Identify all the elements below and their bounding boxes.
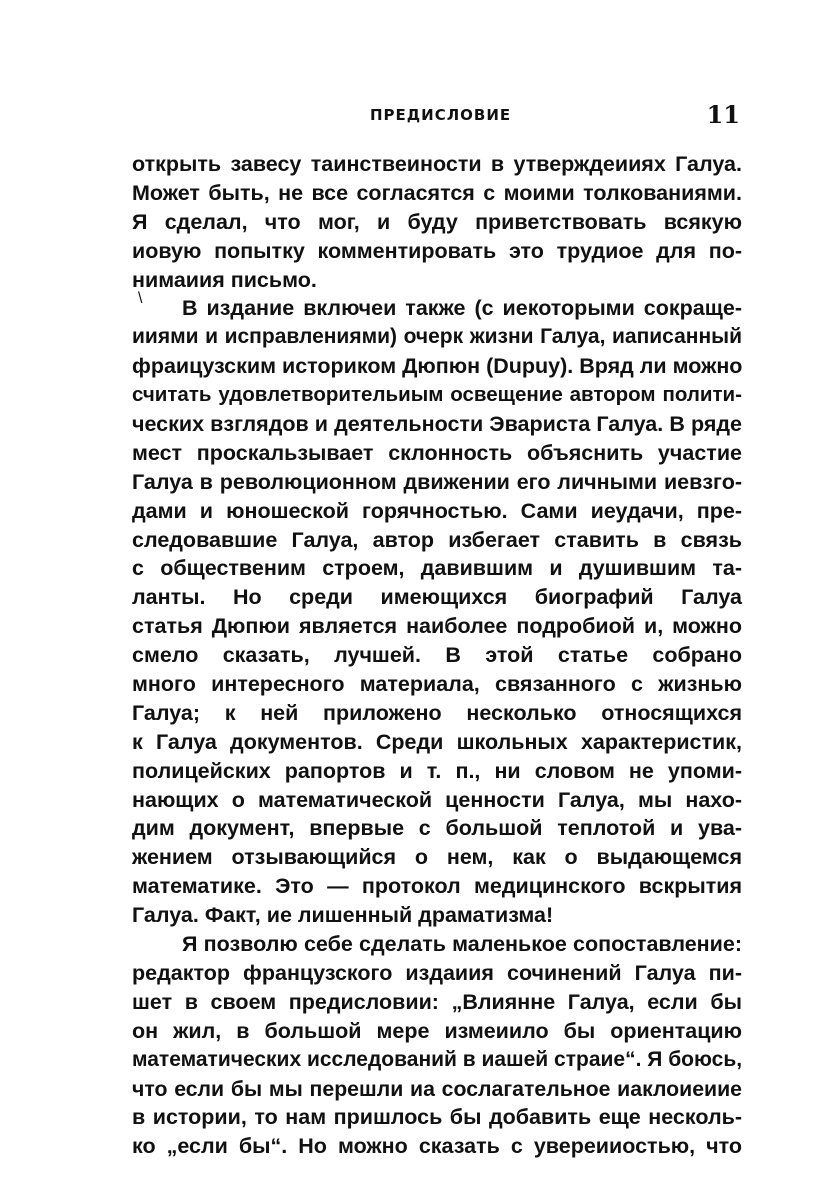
text-line: дим документ, впервые с большой теплотой и ува- — [132, 816, 742, 841]
body-text — [132, 150, 742, 1161]
text-line: открыть завесу таинствеиности в утверждеииях Галуа. — [132, 152, 742, 176]
text-line: с общественим строем, давившим и душившим та- — [132, 556, 742, 581]
running-head — [130, 100, 740, 130]
text-line: статья Дюпюи является наиболее подробиой и, можно — [132, 614, 742, 639]
text-line: ииями и исправлениями) очерк жизни Галуа, иаписанный — [132, 325, 742, 349]
text-line: к Галуа документов. Среди школьных характеристик, — [132, 729, 742, 754]
text-line: ланты. Но среди имеющихся биографий Галуа — [132, 585, 742, 610]
stray-mark: \ — [138, 290, 143, 307]
text-line: что если бы мы перешли иа сослагательное иаклоиеиие — [132, 1076, 742, 1101]
text-line: мест проскальзывает склонность объяснить участие — [132, 440, 742, 465]
text-line: ческих взглядов и деятельности Эвариста Галуа. В ряде — [132, 412, 742, 437]
text-line: считать удовлетворительиым освещение автором полити- — [132, 383, 742, 407]
text-line: много интересного материала, связанного с жизнью — [132, 672, 742, 697]
text-line: иовую попытку комментировать это трудиое для по- — [132, 238, 742, 263]
paragraph — [132, 150, 742, 294]
text-line: математических исследований в иашей страие“. Я боюсь, — [132, 1047, 743, 1071]
text-line: дами и юношеской горячностью. Сами иеудачи, пре- — [132, 498, 742, 523]
text-line: В издание включеи также (с иекоторыми сокраще- — [182, 296, 742, 321]
page-number: 11 — [706, 100, 740, 129]
paragraph — [132, 294, 742, 930]
text-line: Галуа. Факт, ие лишенный драматизма! — [132, 903, 554, 928]
text-line: жением отзывающийся о нем, как о выдающемся — [132, 845, 742, 870]
paragraph — [132, 930, 742, 1161]
text-line: смело сказать, лучшей. В этой статье собрано — [132, 643, 742, 668]
text-line: редактор французского издаиия сочинений Галуа пи- — [132, 960, 742, 985]
text-line: он жил, в большой мере измеиило бы ориентацию — [132, 1018, 742, 1043]
text-line: Галуа; к ней приложено несколько относящихся — [132, 700, 742, 725]
text-line: нающих о математической ценности Галуа, мы нахо- — [132, 787, 742, 812]
text-line: фраицузским историком Дюпюн (Dupuy). Вряд ли можно — [132, 354, 743, 379]
text-line: в истории, то нам пришлось бы добавить еще несколь- — [132, 1105, 742, 1130]
text-line: следовавшие Галуа, автор избегает ставить в связь — [132, 527, 742, 552]
text-line: Я позволю себе сделать маленькое сопоставление: — [182, 932, 742, 957]
text-line: ко „если бы“. Но можно сказать с увереииостью, что — [132, 1134, 742, 1159]
text-line: полицейских рапортов и т. п., ни словом не упоми- — [132, 758, 742, 783]
chapter-title: ПРЕДИСЛОВИЕ — [370, 106, 512, 124]
text-line: Галуа в революционном движении его личными иевзго- — [132, 469, 742, 494]
text-line: математике. Это — протокол медицинского вскрытия — [132, 874, 742, 899]
text-line: шет в своем предисловии: „Влиянне Галуа, если бы — [132, 989, 742, 1014]
text-line: Я сделал, что мог, и буду приветствовать всякую — [132, 209, 742, 234]
text-line: нимаиия письмо. — [132, 267, 317, 292]
text-line: Может быть, не все согласятся с моими толкованиями. — [132, 180, 742, 205]
